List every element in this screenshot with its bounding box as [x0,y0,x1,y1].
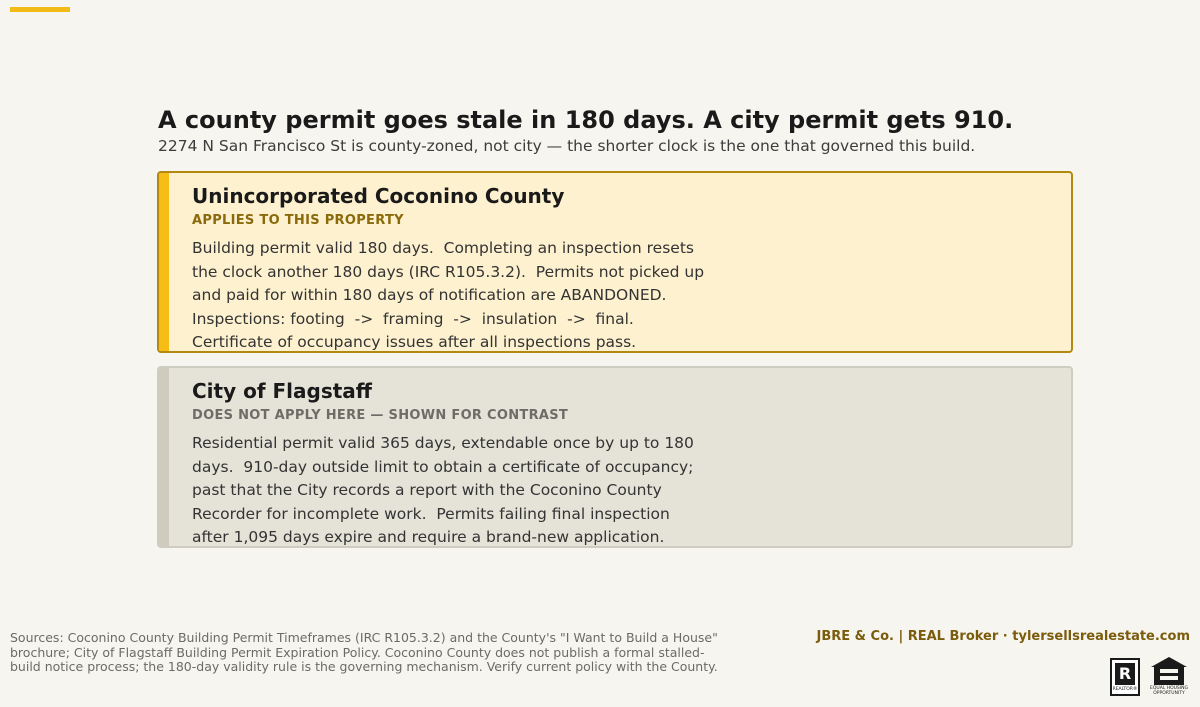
equal-housing-logo-icon [1148,656,1190,696]
sources-footnote: Sources: Coconino County Building Permit Timeframes (IRC R105.3.2) and the County's "I Want to Build a House" brochure; City of Flagstaff Building Permit Expiration Policy. Coconino County does not publish a formal stalled-build notice process; the 180-day validity rule is the governing mechanism. Verify current policy with the County. [10,630,718,674]
city-card-line: days. 910-day outside limit to obtain a certificate of occupancy; [192,457,694,476]
city-card [157,366,1073,548]
realtor-logo-icon: R REALTOR® [1110,658,1140,696]
compliance-logos [1110,656,1190,696]
page-title: A county permit goes stale in 180 days. A city permit gets 910. [158,106,1014,134]
county-card-line: Building permit valid 180 days. Completing an inspection resets [192,239,694,257]
page-subtitle: 2274 N San Francisco St is county-zoned, not city — the shorter clock is the one that governed this build. [158,137,976,155]
county-card-heading: Unincorporated Coconino County [192,184,565,208]
equal-housing-logo-text: EQUAL HOUSING OPPORTUNITY [1150,686,1188,696]
county-card-tag: APPLIES TO THIS PROPERTY [192,213,404,228]
county-card-body [192,237,732,353]
city-card-heading: City of Flagstaff [192,379,372,403]
city-card-line: Residential permit valid 365 days, extendable once by up to 180 [192,434,694,452]
county-card-line: and paid for within 180 days of notification are ABANDONED. [192,286,667,304]
county-card-line: Certificate of occupancy issues after all inspections pass. [192,333,637,351]
county-card [157,171,1073,353]
realtor-logo-text: REALTOR® [1112,686,1138,692]
county-card-line: the clock another 180 days (IRC R105.3.2). Permits not picked up [192,262,705,281]
city-card-line: after 1,095 days expire and require a brand-new application. [192,528,665,546]
city-card-tag: DOES NOT APPLY HERE — SHOWN FOR CONTRAST [192,408,569,423]
city-card-stripe [159,368,169,546]
county-card-line: Inspections: footing -> framing -> insulation -> final. [192,309,634,328]
brand-line: JBRE & Co. | REAL Broker · tylersellsrealestate.com [816,629,1190,644]
city-card-line: Recorder for incomplete work. Permits failing final inspection [192,504,670,523]
city-card-line: past that the City records a report with the Coconino County [192,481,662,499]
accent-bar [10,7,70,12]
city-card-body [192,432,732,548]
county-card-stripe [159,173,169,351]
